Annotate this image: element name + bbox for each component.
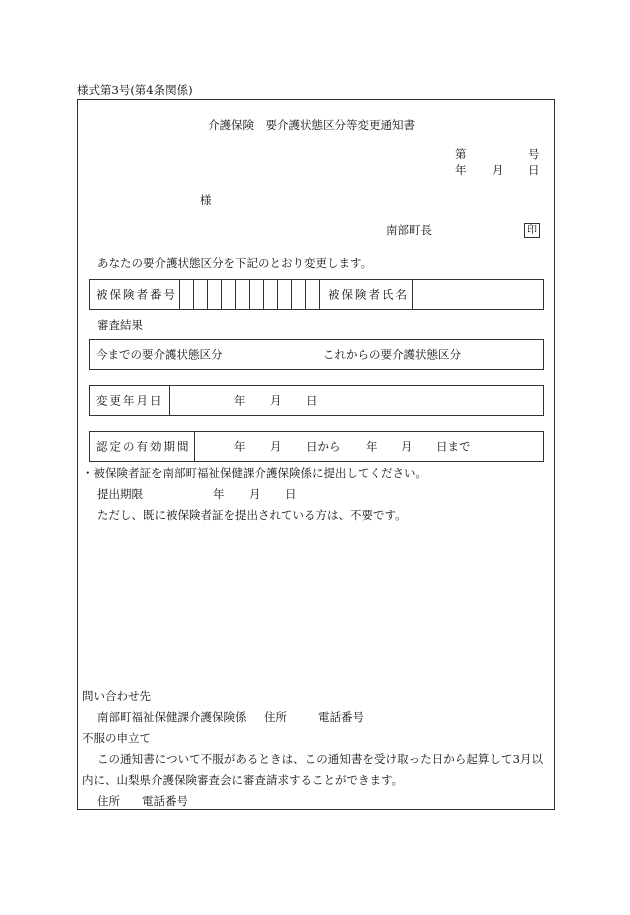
review-result-label: 審査結果 xyxy=(97,318,143,332)
recipient-suffix: 様 xyxy=(200,193,212,207)
deadline-month: 月 xyxy=(249,487,261,501)
insured-number-label: 被保険者番号 xyxy=(96,286,177,301)
new-care-level-label: これからの要介護状態区分 xyxy=(323,346,461,361)
insured-name-label: 被保険者氏名 xyxy=(328,286,409,301)
validity-start-day: 日から xyxy=(306,438,341,453)
doc-number-suffix: 号 xyxy=(528,147,540,161)
document-title: 介護保険 要介護状態区分等変更通知書 xyxy=(208,118,415,132)
objection-address-label: 住所 xyxy=(97,794,120,808)
issuer-name: 南部町長 xyxy=(386,223,432,237)
insured-info-table xyxy=(89,279,544,310)
contact-phone-label: 電話番号 xyxy=(318,710,364,724)
issue-date-month: 月 xyxy=(492,163,504,177)
doc-number-prefix: 第 xyxy=(455,147,467,161)
objection-phone-label: 電話番号 xyxy=(142,794,188,808)
validity-period-label: 認定の有効期間 xyxy=(96,438,191,453)
change-date-month: 月 xyxy=(270,392,282,407)
validity-start-month: 月 xyxy=(270,438,282,453)
contact-heading: 問い合わせ先 xyxy=(82,689,151,703)
previous-care-level-label: 今までの要介護状態区分 xyxy=(96,346,223,361)
validity-end-day: 日まで xyxy=(436,438,471,453)
validity-start-year: 年 xyxy=(234,438,246,453)
issue-date-day: 日 xyxy=(528,163,540,177)
objection-text-line2: 内に、山梨県介護保険審査会に審査請求することができます。 xyxy=(82,773,404,787)
form-number: 様式第3号(第4条関係) xyxy=(77,83,193,97)
objection-heading: 不服の申立て xyxy=(82,731,151,745)
contact-office: 南部町福祉保健課介護保険係 xyxy=(97,710,247,724)
change-date-table xyxy=(89,385,544,416)
submission-notice: ・被保険者証を南部町福祉保健課介護保険係に提出してください。 xyxy=(82,466,427,480)
intro-text: あなたの要介護状態区分を下記のとおり変更します。 xyxy=(97,256,373,270)
validity-end-year: 年 xyxy=(366,438,378,453)
exception-note: ただし、既に被保険者証を提出されている方は、不要です。 xyxy=(97,508,407,522)
change-date-label: 変更年月日 xyxy=(96,392,164,407)
change-date-year: 年 xyxy=(234,392,246,407)
validity-period-table xyxy=(89,431,544,462)
objection-text-line1: この通知書について不服があるときは、この通知書を受け取った日から起算して3月以 xyxy=(97,752,544,766)
contact-address-label: 住所 xyxy=(264,710,287,724)
deadline-label: 提出期限 xyxy=(97,487,143,501)
deadline-day: 日 xyxy=(285,487,297,501)
deadline-year: 年 xyxy=(213,487,225,501)
seal-stamp: 印 xyxy=(524,223,540,238)
care-level-table xyxy=(89,339,544,370)
change-date-day: 日 xyxy=(306,392,318,407)
validity-end-month: 月 xyxy=(401,438,413,453)
issue-date-year: 年 xyxy=(455,163,467,177)
